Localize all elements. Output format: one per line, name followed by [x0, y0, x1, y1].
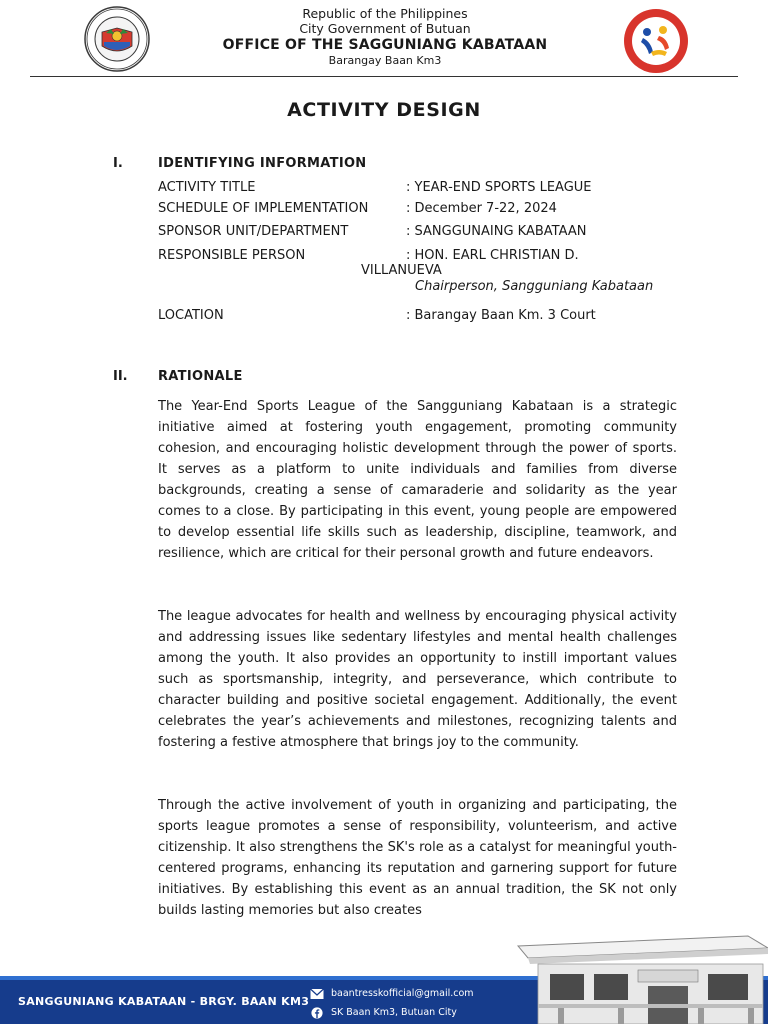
letterhead-text — [180, 6, 590, 67]
row-label: SCHEDULE OF IMPLEMENTATION — [158, 201, 369, 216]
responsible-person-role: Chairperson, Sangguniang Kabataan — [415, 279, 654, 294]
section-heading: RATIONALE — [158, 369, 243, 384]
city-government-line: City Government of Butuan — [299, 21, 471, 36]
footer-contact — [310, 984, 474, 1022]
republic-line: Republic of the Philippines — [302, 6, 468, 21]
footer-facebook[interactable]: SK Baan Km3, Butuan City — [331, 1007, 457, 1018]
rationale-paragraph: The Year-End Sports League of the Sangguniang Kabataan is a strategic initiative aimed at fostering youth engagement, promoting community cohesion, and encouraging holistic development through the power of sports. It serves as a platform to unite individuals and families from diverse backgrounds, creating a sense of camaraderie and solidarity as the year comes to a close. By participating in this event, young people are empowered to develop essential life skills such as leadership, discipline, teamwork, and resilience, which are critical for their personal growth and future endeavors. — [158, 399, 677, 561]
row-value: : Barangay Baan Km. 3 Court — [406, 308, 596, 323]
row-value: : YEAR-END SPORTS LEAGUE — [406, 180, 592, 195]
footer-facebook-row — [310, 1003, 474, 1022]
letterhead — [0, 0, 768, 78]
rationale-paragraph: The league advocates for health and wellness by encouraging physical activity and addressing issues like sedentary lifestyles and mental health challenges among the youth. It also provides an opportunity to instill important values such as sportsmanship, integrity, and perseverance, which contribute to character building and positive societal engagement. Additionally, the event celebrates the year’s achievements and milestones, recognizing talents and fostering a festive atmosphere that brings joy to the community. — [158, 609, 677, 750]
row-value: : SANGGUNAING KABATAAN — [406, 224, 587, 239]
barangay-line: Barangay Baan Km3 — [328, 54, 442, 67]
office-name: OFFICE OF THE SAGGUNIANG KABATAAN — [222, 37, 548, 53]
barangay-hall-photo — [498, 924, 768, 1024]
row-label: ACTIVITY TITLE — [158, 180, 256, 195]
section-number: II. — [113, 369, 128, 384]
header-divider — [30, 76, 738, 77]
facebook-icon — [310, 1007, 324, 1019]
footer-email[interactable]: baantresskofficial@gmail.com — [331, 988, 474, 999]
rationale-paragraph: Through the active involvement of youth in organizing and participating, the sports league promotes a sense of responsibility, volunteerism, and active citizenship. It also strengthens the SK's role as a catalyst for meaningful youth-centered programs, enhancing its reputation and garnering support for future initiatives. By establishing this event as an annual tradition, the SK not only builds lasting memories but also creates — [158, 798, 677, 918]
envelope-icon — [310, 988, 324, 1000]
section-heading: IDENTIFYING INFORMATION — [158, 156, 367, 171]
document-title: ACTIVITY DESIGN — [287, 99, 481, 121]
sangguniang-kabataan-logo-icon — [623, 8, 689, 74]
row-value: : HON. EARL CHRISTIAN D. — [406, 248, 579, 263]
city-of-butuan-seal-icon — [84, 6, 150, 72]
responsible-person-continuation: VILLANUEVA — [361, 263, 442, 278]
row-value: : December 7-22, 2024 — [406, 201, 557, 216]
row-label: SPONSOR UNIT/DEPARTMENT — [158, 224, 349, 239]
row-label: LOCATION — [158, 308, 224, 323]
row-label: RESPONSIBLE PERSON — [158, 248, 306, 263]
footer-email-row — [310, 984, 474, 1003]
footer-organization: SANGGUNIANG KABATAAN - BRGY. BAAN KM3 — [18, 995, 310, 1008]
section-number: I. — [113, 156, 123, 171]
